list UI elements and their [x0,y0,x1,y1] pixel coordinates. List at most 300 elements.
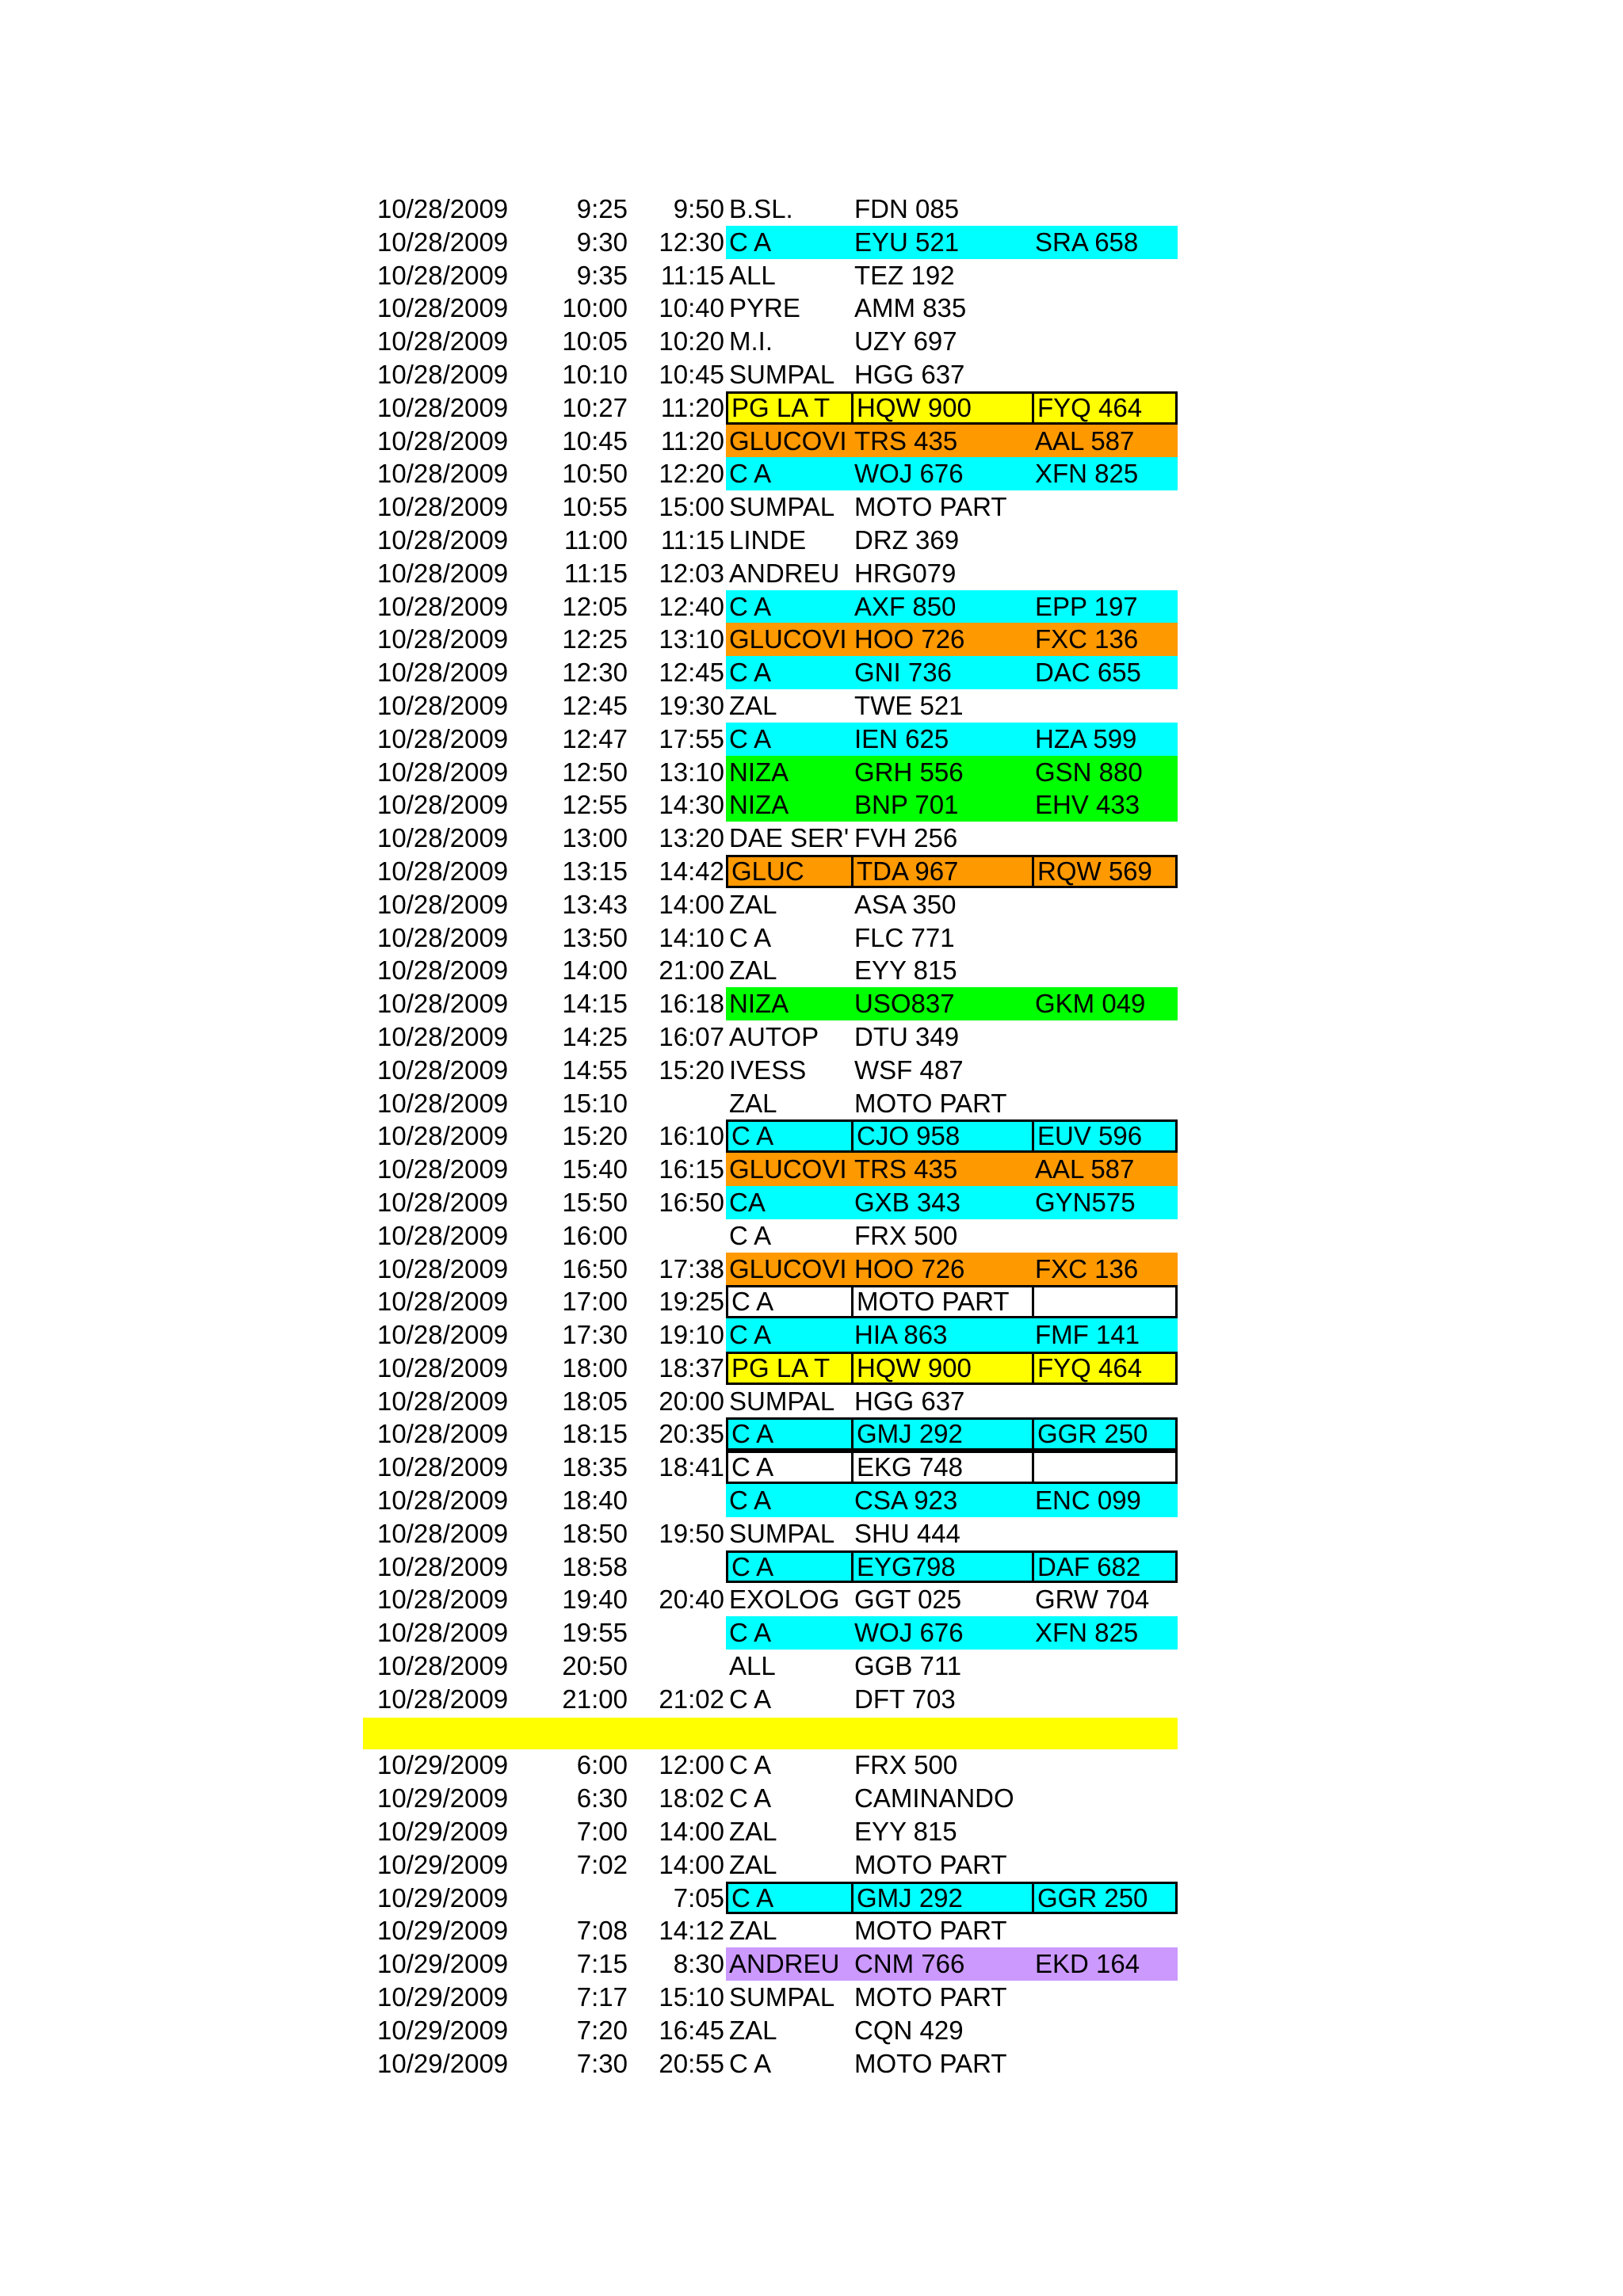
end-time-cell: 12:30 [659,227,724,257]
company-cell: C A [726,1318,851,1352]
plate-secondary-cell: RQW 569 [1032,855,1178,888]
end-time-cell: 21:00 [659,955,724,986]
company-cell: ZAL [729,889,777,919]
plate-primary-cell: GRH 556 [851,756,1032,789]
plate-primary-cell: FRX 500 [854,1220,958,1250]
schedule-row [363,756,1179,789]
date-cell: 10/28/2009 [377,856,509,886]
date-cell: 10/28/2009 [377,1518,509,1548]
company-cell: C A [726,656,851,689]
start-time-cell: 16:00 [562,1220,628,1250]
start-time-cell: 12:30 [562,658,628,688]
date-cell: 10/28/2009 [377,194,509,223]
plate-secondary-cell: EPP 197 [1032,590,1178,624]
company-cell: GLUCOVI [726,425,851,458]
company-cell: AUTOP [729,1021,819,1051]
plate-primary-cell: HGG 637 [854,359,965,389]
date-cell: 10/28/2009 [377,359,509,389]
date-cell: 10/28/2009 [377,1486,509,1516]
start-time-cell: 7:00 [576,1817,628,1847]
plate-secondary-cell: GKM 049 [1032,987,1178,1020]
start-time-cell: 7:02 [576,1849,628,1879]
date-cell: 10/28/2009 [377,1187,509,1217]
plate-secondary-cell [1032,1087,1178,1120]
start-time-cell: 12:05 [562,591,628,621]
end-time-cell: 20:40 [659,1585,724,1615]
start-time-cell: 21:00 [562,1684,628,1714]
schedule-row [363,1583,1179,1616]
company-cell: C A [729,1783,772,1814]
plate-secondary-cell [1032,1782,1178,1815]
end-time-cell [628,1087,726,1120]
company-cell: GLUCOVI [726,1153,851,1186]
end-time-cell: 11:15 [660,260,724,290]
start-time-cell: 18:35 [562,1452,628,1482]
start-time-cell: 10:05 [562,326,628,357]
plate-primary-cell: DTU 349 [854,1021,960,1051]
company-cell: C A [726,457,851,490]
plate-secondary-cell [1032,259,1178,292]
end-time-cell: 19:30 [659,690,724,720]
schedule-row [363,425,1179,458]
company-cell: LINDE [729,524,807,555]
company-cell: SUMPAL [729,1982,835,2012]
company-cell: C A [729,1750,772,1780]
schedule-row [363,358,1179,391]
company-cell: C A [726,1550,851,1584]
start-time-cell: 7:17 [576,1982,628,2012]
date-cell: 10/29/2009 [377,1916,509,1946]
end-time-cell: 7:05 [673,1882,724,1913]
date-cell: 10/28/2009 [377,790,509,820]
plate-secondary-cell [1032,1683,1178,1716]
plate-primary-cell: CSA 923 [851,1484,1032,1517]
schedule-row [363,226,1179,259]
schedule-row [363,1882,1179,1915]
plate-primary-cell: GGT 025 [854,1585,962,1615]
schedule-row [363,391,1179,425]
plate-secondary-cell: XFN 825 [1032,457,1178,490]
plate-primary-cell: HGG 637 [854,1386,965,1416]
plate-primary-cell: MOTO PART [854,1916,1007,1946]
plate-primary-cell: USO837 [851,987,1032,1020]
end-time-cell: 13:20 [659,823,724,853]
company-cell: C A [729,922,772,952]
end-time-cell: 14:00 [659,1849,724,1879]
end-time-cell: 11:20 [660,392,724,422]
company-cell: ALL [729,1651,776,1681]
schedule-row [363,1550,1179,1584]
end-time-cell: 16:07 [659,1021,724,1051]
end-time-cell: 16:15 [659,1154,724,1184]
plate-secondary-cell: GRW 704 [1035,1585,1150,1615]
schedule-row [363,656,1179,689]
plate-primary-cell: MOTO PART [854,1982,1007,2012]
schedule-row [363,1683,1179,1716]
end-time-cell: 14:00 [659,1817,724,1847]
plate-secondary-cell [1032,1385,1178,1418]
company-cell: GLUCOVI [726,623,851,656]
plate-primary-cell: IEN 625 [851,723,1032,756]
start-time-cell: 18:00 [562,1352,628,1383]
plate-secondary-cell: FMF 141 [1032,1318,1178,1352]
start-time-cell: 11:15 [563,558,628,588]
schedule-row [363,457,1179,490]
start-time-cell: 10:27 [562,392,628,422]
plate-secondary-cell [1032,1981,1178,2014]
company-cell: ZAL [729,1849,777,1879]
company-cell: C A [729,1220,772,1250]
plate-secondary-cell: ENC 099 [1032,1484,1178,1517]
company-cell: C A [726,1285,851,1318]
end-time-cell: 16:50 [659,1187,724,1217]
start-time-cell: 18:15 [562,1419,628,1449]
end-time-cell: 14:00 [659,889,724,919]
start-time-cell: 17:00 [562,1287,628,1317]
schedule-row [363,1749,1179,1782]
date-cell: 10/29/2009 [377,2048,509,2078]
plate-primary-cell: HQW 900 [851,1352,1032,1385]
start-time-cell: 12:50 [562,757,628,787]
company-cell: ZAL [729,1817,777,1847]
plate-secondary-cell [1032,490,1178,524]
schedule-row [363,259,1179,292]
schedule-row [363,325,1179,358]
end-time-cell: 14:10 [659,922,724,952]
date-cell: 10/28/2009 [377,227,509,257]
date-cell: 10/29/2009 [377,1783,509,1814]
plate-secondary-cell [1032,1285,1178,1318]
start-time-cell: 18:05 [562,1386,628,1416]
date-cell: 10/28/2009 [377,955,509,986]
plate-primary-cell: WOJ 676 [851,1616,1032,1650]
end-time-cell: 16:10 [659,1121,724,1151]
plate-primary-cell: TEZ 192 [854,260,955,290]
start-time-cell: 9:30 [576,227,628,257]
schedule-row [363,2014,1179,2047]
schedule-row [363,1219,1179,1253]
company-cell: GLUC [726,855,851,888]
date-cell: 10/28/2009 [377,558,509,588]
start-time-cell: 15:10 [562,1088,628,1118]
plate-primary-cell: EKG 748 [851,1451,1032,1484]
start-time-cell: 15:50 [562,1187,628,1217]
date-cell: 10/28/2009 [377,1386,509,1416]
plate-secondary-cell: GYN575 [1032,1186,1178,1219]
plate-secondary-cell [1032,557,1178,590]
end-time-cell: 21:02 [659,1684,724,1714]
plate-secondary-cell [1032,822,1178,855]
plate-secondary-cell: AAL 587 [1032,1153,1178,1186]
schedule-row [363,590,1179,624]
day-separator [363,1716,1179,1749]
company-cell: NIZA [726,788,851,822]
date-cell: 10/29/2009 [377,1817,509,1847]
end-time-cell: 8:30 [673,1949,724,1979]
date-cell: 10/28/2009 [377,492,509,522]
company-cell: CA [726,1186,851,1219]
schedule-row [363,1087,1179,1120]
plate-secondary-cell [1032,1848,1178,1882]
plate-secondary-cell [1032,689,1178,723]
plate-primary-cell: HOO 726 [851,1253,1032,1286]
start-time-cell: 15:40 [562,1154,628,1184]
schedule-row [363,292,1179,325]
start-time-cell: 17:30 [562,1320,628,1350]
plate-secondary-cell: AAL 587 [1032,425,1178,458]
start-time-cell: 12:25 [562,624,628,654]
plate-primary-cell: GGB 711 [854,1651,962,1681]
schedule-row [363,689,1179,723]
date-cell: 10/28/2009 [377,1021,509,1051]
schedule-row [363,1020,1179,1054]
plate-primary-cell: EYU 521 [851,226,1032,259]
end-time-cell: 14:12 [659,1916,724,1946]
start-time-cell: 15:20 [562,1121,628,1151]
plate-secondary-cell [1032,921,1178,955]
schedule-row [363,1417,1179,1451]
plate-secondary-cell: FXC 136 [1032,623,1178,656]
plate-primary-cell: CAMINANDO [854,1783,1014,1814]
end-time-cell: 13:10 [659,624,724,654]
date-cell: 10/28/2009 [377,326,509,357]
date-cell: 10/28/2009 [377,658,509,688]
plate-primary-cell: EYY 815 [854,1817,957,1847]
schedule-row [363,1517,1179,1550]
date-cell: 10/28/2009 [377,1419,509,1449]
end-time-cell: 18:37 [659,1352,724,1383]
schedule-row [363,1484,1179,1517]
start-time-cell: 18:40 [562,1486,628,1516]
plate-primary-cell: CQN 429 [854,2015,964,2045]
company-cell: SUMPAL [729,359,835,389]
end-time-cell [628,1484,726,1517]
schedule-row [363,1782,1179,1815]
schedule-row [363,1119,1179,1153]
schedule-row [363,1947,1179,1981]
end-time-cell: 12:03 [659,558,724,588]
company-cell: NIZA [726,756,851,789]
start-time-cell: 10:45 [562,425,628,456]
end-time-cell: 10:40 [659,293,724,323]
start-time-cell: 13:00 [562,823,628,853]
plate-primary-cell: TWE 521 [854,690,964,720]
end-time-cell: 10:45 [659,359,724,389]
date-cell: 10/28/2009 [377,1287,509,1317]
company-cell: EXOLOG [729,1585,840,1615]
plate-primary-cell: BNP 701 [851,788,1032,822]
company-cell: SUMPAL [729,492,835,522]
day-separator-bar [363,1718,1178,1749]
end-time-cell: 20:00 [659,1386,724,1416]
start-time-cell: 12:47 [562,723,628,753]
end-time-cell: 9:50 [673,194,724,223]
date-cell: 10/28/2009 [377,392,509,422]
plate-primary-cell: SHU 444 [854,1518,960,1548]
date-cell: 10/28/2009 [377,723,509,753]
schedule-row [363,1385,1179,1418]
plate-primary-cell: FVH 256 [854,823,958,853]
plate-primary-cell: DFT 703 [854,1684,956,1714]
start-time-cell: 16:50 [562,1253,628,1283]
plate-primary-cell: MOTO PART [854,1088,1007,1118]
schedule-row [363,855,1179,888]
plate-primary-cell: GNI 736 [851,656,1032,689]
plate-secondary-cell: GSN 880 [1032,756,1178,789]
date-cell: 10/28/2009 [377,922,509,952]
plate-primary-cell: MOTO PART [854,1849,1007,1879]
start-time-cell: 10:50 [562,459,628,489]
date-cell: 10/28/2009 [377,989,509,1019]
plate-primary-cell: AMM 835 [854,293,967,323]
end-time-cell [628,1650,726,1683]
schedule-row [363,1451,1179,1484]
date-cell: 10/28/2009 [377,823,509,853]
date-cell: 10/28/2009 [377,1088,509,1118]
end-time-cell: 11:15 [660,524,724,555]
company-cell: ZAL [729,1088,777,1118]
end-time-cell: 16:45 [659,2015,724,2045]
plate-primary-cell: EYY 815 [854,955,957,986]
company-cell: C A [726,723,851,756]
end-time-cell: 17:38 [659,1253,724,1283]
start-time-cell: 10:55 [562,492,628,522]
plate-primary-cell: FLC 771 [854,922,955,952]
schedule-row [363,1352,1179,1385]
plate-secondary-cell: GGR 250 [1032,1417,1178,1451]
plate-secondary-cell: DAC 655 [1032,656,1178,689]
start-time-cell: 6:30 [576,1783,628,1814]
company-cell: C A [726,1484,851,1517]
end-time-cell [628,1219,726,1253]
start-time-cell: 14:55 [562,1055,628,1085]
plate-primary-cell: TRS 435 [851,425,1032,458]
plate-secondary-cell [1032,292,1178,325]
schedule-row [363,2047,1179,2081]
end-time-cell: 12:20 [659,459,724,489]
company-cell: SUMPAL [729,1518,835,1548]
start-time-cell: 13:15 [562,856,628,886]
end-time-cell: 16:18 [659,989,724,1019]
schedule-row [363,1981,1179,2014]
plate-primary-cell: EYG798 [851,1550,1032,1584]
date-cell: 10/28/2009 [377,889,509,919]
schedule-row [363,623,1179,656]
start-time-cell: 7:15 [576,1949,628,1979]
schedule-row [363,954,1179,987]
schedule-row [363,921,1179,955]
plate-secondary-cell [1032,1054,1178,1087]
plate-secondary-cell [1032,1749,1178,1782]
plate-secondary-cell [1032,193,1178,226]
plate-secondary-cell [1032,2047,1178,2081]
schedule-row [363,1153,1179,1186]
plate-primary-cell: HRG079 [854,558,957,588]
end-time-cell: 18:02 [659,1783,724,1814]
company-cell: C A [726,1417,851,1451]
date-cell: 10/28/2009 [377,624,509,654]
plate-secondary-cell [1032,1815,1178,1848]
end-time-cell: 14:30 [659,790,724,820]
plate-secondary-cell: HZA 599 [1032,723,1178,756]
end-time-cell: 19:25 [659,1287,724,1317]
start-time-cell: 7:20 [576,2015,628,2045]
plate-primary-cell: WSF 487 [854,1055,964,1085]
company-cell: ALL [729,260,776,290]
start-time-cell: 9:25 [576,194,628,223]
plate-secondary-cell [1032,325,1178,358]
plate-primary-cell: GMJ 292 [851,1417,1032,1451]
plate-secondary-cell [1032,954,1178,987]
start-time-cell: 7:08 [576,1916,628,1946]
date-cell: 10/28/2009 [377,1055,509,1085]
date-cell: 10/28/2009 [377,1320,509,1350]
schedule-row [363,788,1179,822]
date-cell: 10/28/2009 [377,1651,509,1681]
schedule-row [363,888,1179,921]
plate-secondary-cell: EHV 433 [1032,788,1178,822]
plate-primary-cell: CNM 766 [851,1947,1032,1981]
date-cell: 10/29/2009 [377,1750,509,1780]
plate-secondary-cell: EUV 596 [1032,1119,1178,1153]
plate-primary-cell: FRX 500 [854,1750,958,1780]
plate-secondary-cell [1032,1914,1178,1947]
date-cell: 10/29/2009 [377,1949,509,1979]
plate-primary-cell: GMJ 292 [851,1882,1032,1915]
start-time-cell: 12:55 [562,790,628,820]
company-cell: B.SL. [729,194,793,223]
plate-primary-cell: MOTO PART [854,492,1007,522]
start-time-cell: 19:55 [562,1618,628,1648]
plate-primary-cell: AXF 850 [851,590,1032,624]
date-cell: 10/28/2009 [377,425,509,456]
company-cell: C A [726,1119,851,1153]
company-cell: M.I. [729,326,773,357]
start-time-cell: 18:50 [562,1518,628,1548]
plate-primary-cell: TRS 435 [851,1153,1032,1186]
date-cell: 10/28/2009 [377,1352,509,1383]
date-cell: 10/28/2009 [377,260,509,290]
date-cell: 10/28/2009 [377,1585,509,1615]
start-time-cell: 13:43 [562,889,628,919]
company-cell: PYRE [729,293,800,323]
company-cell: PG LA T [726,391,851,425]
company-cell: IVESS [729,1055,807,1085]
date-cell: 10/28/2009 [377,1154,509,1184]
plate-secondary-cell [1032,2014,1178,2047]
company-cell: ZAL [729,690,777,720]
schedule-row [363,1318,1179,1352]
start-time-cell: 13:50 [562,922,628,952]
start-time-cell: 10:00 [562,293,628,323]
end-time-cell: 11:20 [660,425,724,456]
date-cell: 10/29/2009 [377,1982,509,2012]
plate-secondary-cell: FYQ 464 [1032,391,1178,425]
schedule-row [363,1914,1179,1947]
plate-secondary-cell [1032,524,1178,557]
date-cell: 10/28/2009 [377,757,509,787]
plate-secondary-cell: GGR 250 [1032,1882,1178,1915]
start-time-cell: 11:00 [563,524,628,555]
start-time-cell: 14:25 [562,1021,628,1051]
plate-secondary-cell [1032,1020,1178,1054]
company-cell: ZAL [729,955,777,986]
schedule-row [363,1054,1179,1087]
start-time-cell [536,1882,628,1915]
company-cell: ZAL [729,2015,777,2045]
end-time-cell: 20:55 [659,2048,724,2078]
company-cell: ANDREU [729,558,840,588]
